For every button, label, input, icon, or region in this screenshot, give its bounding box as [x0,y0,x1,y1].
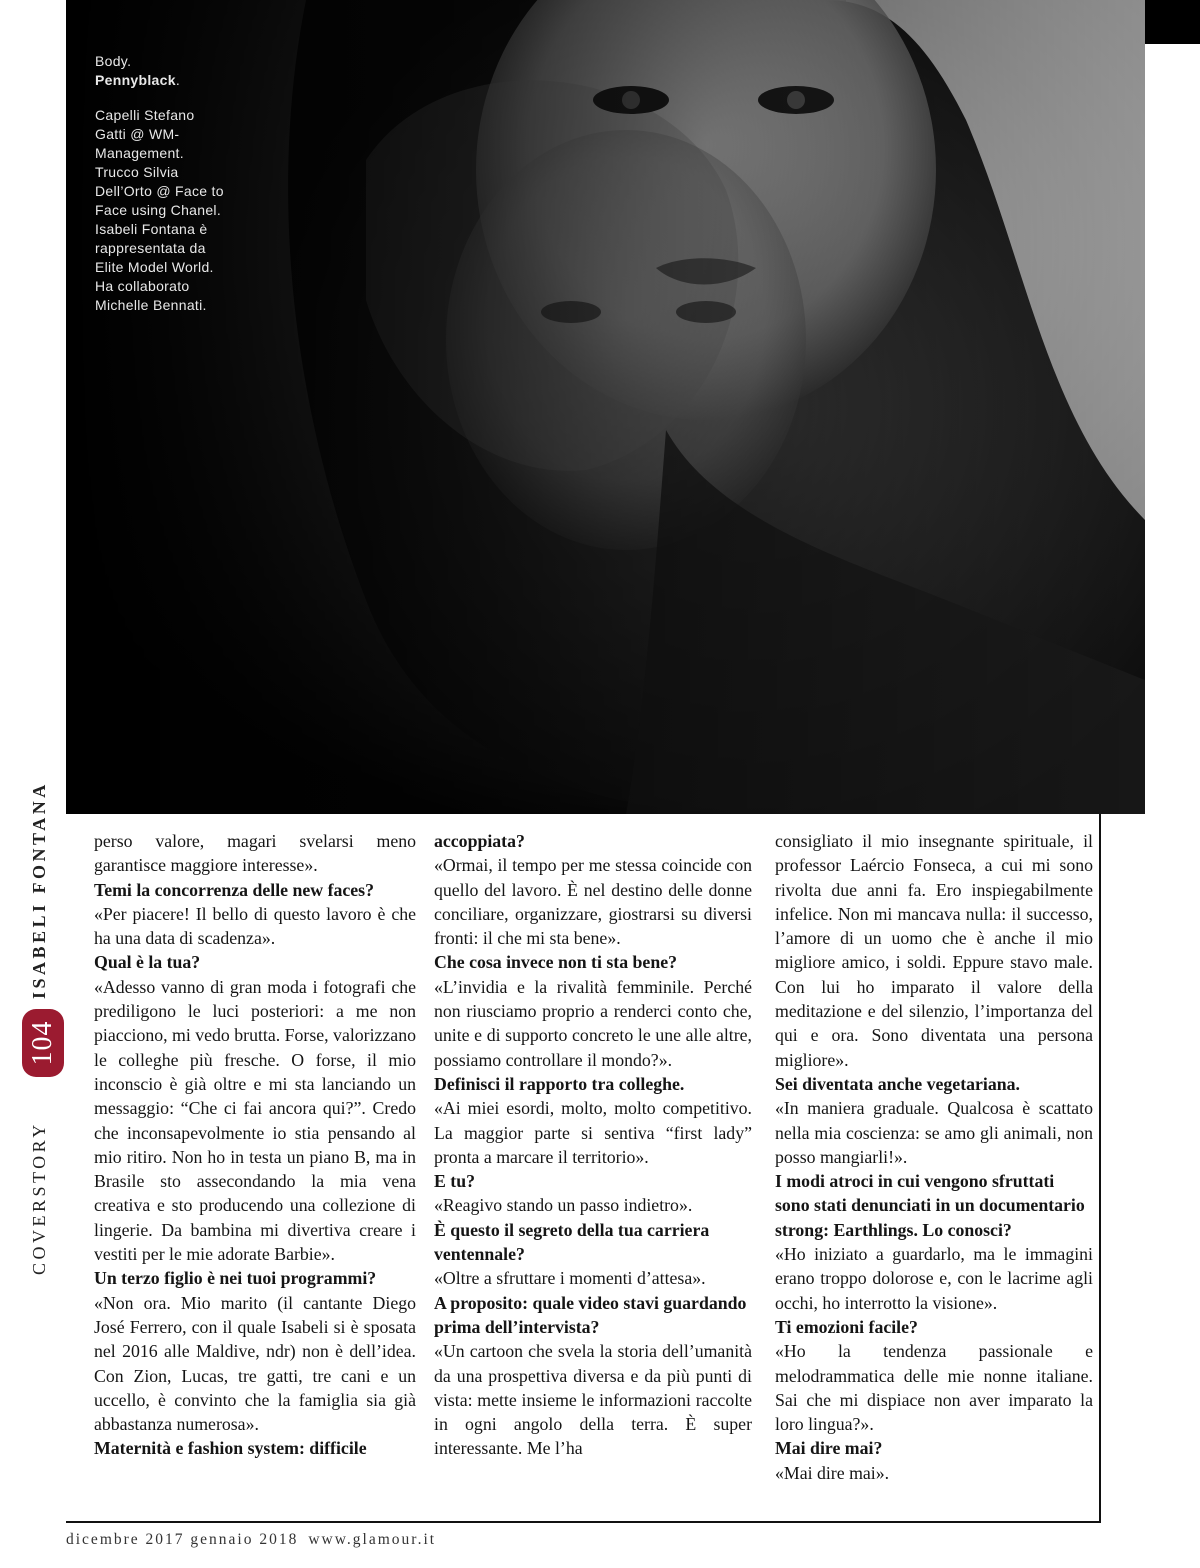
answer: «Mai dire mai». [775,1462,890,1483]
answer: «Un cartoon che svela la storia dell’umanità da una prospettiva diversa e da più punti di vista: mette insieme le informazioni raccolte in ogni angolo della terra. È super interessante. Me l’ha [434,1341,752,1459]
answer: «In maniera graduale. Qualcosa è scattato nella mia coscienza: se amo gli animali, non posso mangiarli!». [775,1098,1093,1167]
caption-credits: Capelli Stefano Gatti @ WM-Management. Trucco Silvia Dell’Orto @ Face to Face using Chanel. Isabeli Fontana è rappresentata da Elite Model World. Ha collaborato Michelle Bennati. [95,107,224,313]
article-column-1 [94,829,416,1461]
vertical-section-label [22,515,72,1275]
question: I modi atroci in cui vengono sfruttati sono stati denunciati in un documentario strong: Earthlings. Lo conosci? [775,1171,1085,1240]
question: Sei diventata anche vegetariana. [775,1073,1020,1094]
answer: «Ai miei esordi, molto, molto competitivo. La maggior parte si sentiva “first lady” pronta a marcare il territorio». [434,1098,752,1167]
answer: perso valore, magari svelarsi meno garantisce maggiore interesse». [94,831,416,876]
question: accoppiata? [434,831,525,851]
section-title: COVERSTORY [29,1121,49,1275]
photo-caption [95,52,225,315]
question: Maternità e fashion system: difficile [94,1438,367,1459]
portrait-photo [66,0,1145,814]
page-number-badge: 104 [22,1009,64,1077]
question: Qual è la tua? [94,952,201,973]
answer: «Reagivo stando un passo indietro». [434,1195,693,1216]
question: Un terzo figlio è nei tuoi programmi? [94,1268,377,1289]
question: È questo il segreto della tua carriera ventennale? [434,1219,710,1265]
question: Definisci il rapporto tra colleghe. [434,1073,685,1094]
question: Che cosa invece non ti sta bene? [434,952,677,973]
question: Ti emozioni facile? [775,1316,918,1337]
question: E tu? [434,1171,476,1192]
answer: «Ho la tendenza passionale e melodrammatica delle mie nonne italiane. Sai che mi dispiace non aver imparato la loro lingua?». [775,1341,1093,1435]
answer: «Adesso vanno di gran moda i fotografi che prediligono le luci posteriori: a me non piacciono, mi vedo brutta. Forse, valorizzano le colleghe più fresche. O forse, il mio inconscio è già oltre e mi sta lanciando un messaggio: “Che ci fai ancora qui?”. Credo che inconsapevolmente io stia pensando al mio ritiro. Non ho in testa un piano B, ma in Brasile sto assecondando la mia vena creativa e sto producendo una collezione di lingerie. Da bambina mi divertiva creare i vestiti per le mie adorate Barbie». [94,976,416,1265]
top-right-black-bar [1145,0,1200,44]
caption-brand-punct: . [175,72,181,88]
caption-body-label: Body. [95,53,132,69]
article-column-3 [775,829,1093,1485]
answer: «Per piacere! Il bello di questo lavoro è che ha una data di scadenza». [94,903,416,949]
frame-line-horizontal [66,1521,1101,1523]
answer: «Non ora. Mio marito (il cantante Diego José Ferrero, con il quale Isabeli si è sposata nel 2016 alle Maldive, ndr) non è dell’idea. Con Zion, Lucas, tre gatti, tre cani e un uccello, è convinto che la famiglia sia già abbastanza numerosa». [94,1292,416,1435]
article-subject: ISABELI FONTANA [29,781,49,999]
answer: «Oltre a sfruttare i momenti d’attesa». [434,1268,706,1289]
answer: «Ho iniziato a guardarlo, ma le immagini erano troppo dolorose e, con le lacrime agli occhi, ho interrotto la visione». [775,1244,1093,1313]
page-footer [66,1531,436,1549]
caption-brand: Pennyblack [95,72,176,88]
question: A proposito: quale video stavi guardando prima dell’intervista? [434,1292,747,1337]
issue-date: dicembre 2017 gennaio 2018 [66,1531,299,1548]
article-column-2 [434,829,752,1461]
answer: «L’invidia e la rivalità femminile. Perché non riusciamo proprio a renderci conto che, unite e di supporto concreto le une alle altre, possiamo controllare il mondo?». [434,976,752,1070]
frame-line-vertical [1099,814,1101,1522]
portrait-photo-icon [66,0,1145,814]
question: Temi la concorrenza delle new faces? [94,879,374,900]
answer: «Ormai, il tempo per me stessa coincide con quello del lavoro. È nel destino delle donne conciliare, organizzare, giostrarsi su diversi fronti: il che mi sta bene». [434,855,752,949]
answer: consigliato il mio insegnante spirituale, il professor Laércio Fonseca, a cui mi sono rivolta due anni fa. Ero inspiegabilmente infelice. Non mi mancava nulla: il successo, l’amore di un uomo che è anche il mio migliore amico, i soldi. Eppure stavo male. Con lui ho imparato il valore della meditazione e del silenzio, l’importanza del qui e ora. Sono diventata una persona migliore». [775,831,1093,1070]
website-url: www.glamour.it [308,1531,437,1548]
question: Mai dire mai? [775,1438,883,1459]
